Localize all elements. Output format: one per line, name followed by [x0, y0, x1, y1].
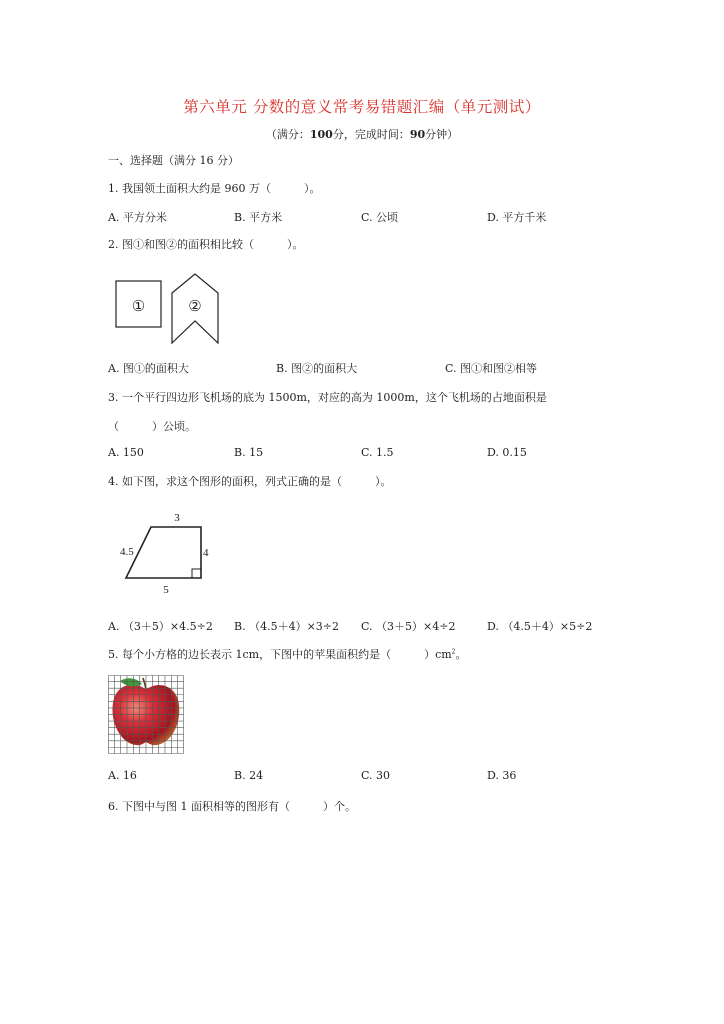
label-left: 4.5 — [120, 546, 134, 558]
q1-option-b[interactable]: B. 平方米 — [234, 211, 283, 224]
q5-stem-end: 。 — [455, 648, 467, 661]
subtitle-suffix: 分钟） — [425, 128, 459, 141]
q5-option-c[interactable]: C. 30 — [361, 769, 391, 782]
question-2-stem: 2. 图①和图②的面积相比较（ ）。 — [108, 238, 304, 251]
page-title: 第六单元 分数的意义常考易错题汇编（单元测试） — [183, 98, 541, 116]
q4-option-a[interactable]: A. （3＋5）×4.5÷2 — [108, 620, 213, 633]
q2-option-b[interactable]: B. 图②的面积大 — [276, 362, 358, 375]
q5-option-a[interactable]: A. 16 — [108, 769, 137, 782]
label-right: 4 — [203, 547, 209, 559]
q5-option-d[interactable]: D. 36 — [487, 769, 517, 782]
q4-option-c[interactable]: C. （3＋5）×4÷2 — [361, 620, 456, 633]
question-6-stem: 6. 下图中与图 1 面积相等的图形有（ ）个。 — [108, 800, 356, 813]
figure-1-label: ① — [131, 299, 146, 315]
q1-option-a[interactable]: A. 平方分米 — [108, 211, 167, 224]
q5-stem-text: 5. 每个小方格的边长表示 1cm，下图中的苹果面积约是（ ）cm — [108, 648, 452, 661]
page-subtitle — [0, 126, 724, 142]
full-marks: 100 — [309, 128, 333, 141]
q3-option-b[interactable]: B. 15 — [234, 446, 264, 459]
q3-option-a[interactable]: A. 150 — [108, 446, 144, 459]
question-3-stem-line1: 3. 一个平行四边形飞机场的底为 1500m，对应的高为 1000m，这个飞机场的占地面积是 — [108, 391, 547, 404]
subtitle-prefix: （满分： — [265, 128, 310, 141]
q3-option-d[interactable]: D. 0.15 — [487, 446, 527, 459]
q1-option-d[interactable]: D. 平方千米 — [487, 211, 547, 224]
time-minutes: 90 — [409, 128, 426, 141]
q3-option-c[interactable]: C. 1.5 — [361, 446, 394, 459]
trapezoid-shape — [126, 527, 201, 578]
q2-option-c[interactable]: C. 图①和图②相等 — [445, 362, 538, 375]
label-bottom: 5 — [163, 584, 169, 596]
subtitle-middle: 分，完成时间： — [332, 128, 410, 141]
apple-grid-figure — [108, 675, 184, 754]
q2-option-a[interactable]: A. 图①的面积大 — [108, 362, 189, 375]
q4-option-d[interactable]: D. （4.5＋4）×5÷2 — [487, 620, 593, 633]
question-3-stem-line2: （ ）公顷。 — [108, 420, 196, 433]
q1-option-c[interactable]: C. 公顷 — [361, 211, 399, 224]
question-4-stem: 4. 如下图，求这个图形的面积，列式正确的是（ ）。 — [108, 475, 392, 488]
right-angle-mark — [192, 569, 201, 578]
section-heading: 一、选择题（满分 16 分） — [108, 154, 239, 167]
figure-2-label: ② — [188, 299, 202, 315]
q2-figure — [108, 272, 228, 348]
q5-stem-superscript: 2 — [451, 648, 456, 656]
label-top: 3 — [174, 512, 180, 524]
question-5-stem — [108, 646, 467, 662]
q4-trapezoid-figure — [112, 505, 222, 600]
q5-option-b[interactable]: B. 24 — [234, 769, 264, 782]
question-1-stem: 1. 我国领土面积大约是 960 万（ ）。 — [108, 182, 321, 195]
q4-option-b[interactable]: B. （4.5＋4）×3÷2 — [234, 620, 339, 633]
